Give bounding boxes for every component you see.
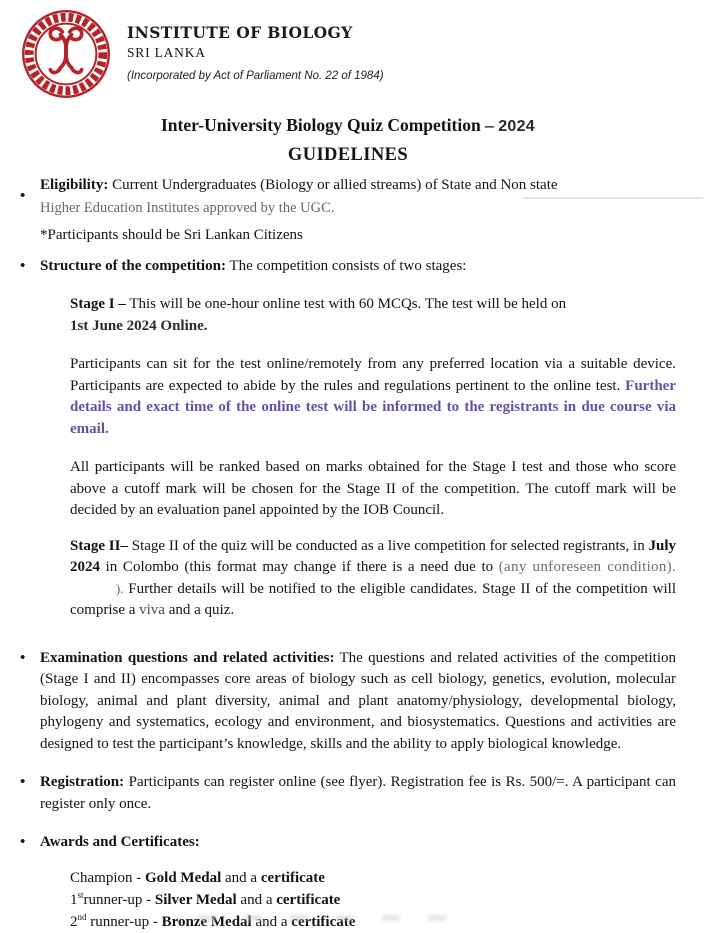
awards-content (40, 832, 676, 854)
examination-text: The questions and related activities of the competition (Stage I and II) encompasses core areas of biology such as cell biology, genetics, evolution, molecular biology, animal and plant diversity, animal and plant anatomy/physiology, developmental biology, phylogeny and systematics, ecology and environment, and biosystematics. Questions and activities are designed to test the participant’s knowledge, skills and the ability to apply biological knowledge. (40, 649, 676, 752)
section-awards (20, 832, 676, 854)
award-medal: Silver Medal (154, 891, 237, 908)
eligibility-note: *Participants should be Sri Lankan Citizens (40, 227, 303, 243)
award-mid: and a (236, 891, 277, 908)
award-cert: certificate (291, 913, 356, 930)
award-pre: Champion - (70, 869, 145, 886)
doc-title (20, 115, 676, 136)
ranking-paragraph: All participants will be ranked based on marks obtained for the Stage I test and those who score above a cutoff mark will be chosen for the Stage II of the competition. The cutoff mark will be decided by an evaluation panel appointed by the IOB Council. (70, 459, 676, 518)
award-line-second-runner-up (70, 911, 676, 933)
doc-subtitle: GUIDELINES (287, 145, 409, 165)
org-name: INSTITUTE OF BIOLOGY (127, 23, 353, 42)
award-line-champion (70, 867, 676, 889)
institute-of-biology-seal-icon (20, 8, 112, 100)
org-region: SRI LANKA (127, 45, 206, 60)
scan-artifact-bottom-cutoff (198, 915, 463, 921)
stage2-run4: and a quiz. (164, 602, 235, 618)
structure-label: Structure of the competition: (40, 257, 226, 274)
stage2-run3: Further details will be notified to the eligible candidates. Stage II of the competition will comprise a (70, 580, 676, 618)
bullet-marker (20, 186, 40, 247)
section-eligibility (20, 175, 676, 247)
award-num: 2 (70, 913, 78, 930)
stage1-purple-note: Further details and exact time of the online test will be informed to the registrants in due course via email. (70, 377, 676, 437)
awards-list (70, 867, 676, 933)
award-pre: runner-up - (83, 891, 155, 908)
stage1-label: Stage I – (70, 296, 126, 312)
structure-content (40, 256, 676, 278)
stage2-viva-text: viva (139, 602, 165, 618)
eligibility-line2: Higher Education Institutes approved by the UGC. (40, 199, 335, 216)
section-registration (20, 772, 676, 815)
bullet-marker (20, 772, 40, 815)
stage2-date: July 2024 (70, 537, 676, 575)
award-num: 1 (70, 891, 78, 908)
section-examination (20, 648, 676, 756)
award-ordinal: st (77, 889, 84, 900)
award-mid: and a (221, 869, 261, 886)
examination-content (40, 648, 676, 756)
award-line-first-runner-up (70, 889, 676, 911)
eligibility-label: Eligibility: (40, 177, 109, 193)
stage1-details-text: Participants can sit for the test online/remotely from any preferred location via a suitable device. Participants are expected to abide by the rules and regulations pertinent to the online test. (70, 356, 676, 394)
registration-text: Participants can register online (see flyer). Registration fee is Rs. 500/=. A participant can register only once. (40, 774, 676, 812)
letterhead (20, 8, 676, 100)
stage1-date: 1st June 2024 Online. (70, 317, 208, 334)
eligibility-text: Current Undergraduates (Biology or allied streams) of State and Non state (108, 177, 558, 193)
stage2-run1: Stage II of the quiz will be conducted as a live competition for selected registrants, in (127, 537, 649, 554)
award-medal: Bronze Medal (161, 913, 252, 930)
stage1-text: This will be one-hour online test with 60 MCQs. The test will be held on (125, 296, 567, 312)
stage1-details-paragraph (70, 354, 676, 440)
doc-title-year: 2024 (498, 118, 535, 135)
stage2-run2: in Colombo (this format may change if there is a need due to (100, 559, 499, 575)
bullet-marker (20, 648, 40, 756)
award-mid: and a (251, 913, 292, 930)
eligibility-line1 (40, 175, 676, 197)
registration-label: Registration: (40, 774, 125, 790)
award-ordinal: nd (77, 911, 87, 922)
awards-label: Awards and Certificates: (40, 834, 200, 850)
stage2-label: Stage II– (70, 537, 128, 554)
org-identity-block (127, 8, 384, 82)
org-incorporation: (Incorporated by Act of Parliament No. 22 of 1984) (127, 70, 384, 82)
award-medal: Gold Medal (145, 869, 222, 886)
stage1-paragraph (70, 294, 676, 337)
bullet-marker (20, 256, 40, 278)
registration-content (40, 772, 676, 815)
structure-intro: The competition consists of two stages: (225, 257, 467, 274)
award-cert: certificate (276, 891, 341, 908)
stage2-paragraph (70, 536, 676, 622)
bullet-marker (20, 832, 40, 854)
award-cert: certificate (260, 869, 325, 886)
scan-artifact-line (523, 197, 703, 199)
stage2-patched-text: (any unforeseen condition). (498, 559, 676, 575)
patch-artifact-text: ). (116, 581, 124, 596)
award-pre: runner-up - (86, 913, 162, 930)
doc-title-text: Inter-University Biology Quiz Competition – (161, 115, 494, 135)
examination-label: Examination questions and related activities: (40, 649, 335, 666)
eligibility-content (40, 175, 676, 247)
section-structure (20, 256, 676, 278)
